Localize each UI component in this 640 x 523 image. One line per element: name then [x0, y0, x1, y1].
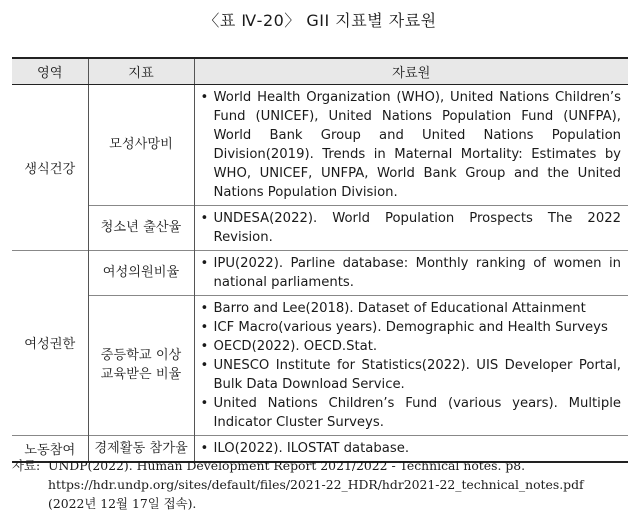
note-line: UNDP(2022). Human Development Report 2021/2022 - Technical notes. p8.: [48, 458, 526, 473]
indicator-cell: 여성의원비율: [88, 250, 194, 295]
source-item: • UNDESA(2022). World Population Prospects The 2022 Revision.: [200, 210, 621, 245]
source-item: • United Nations Children’s Fund (various years). Multiple Indicator Cluster Surveys.: [200, 395, 621, 430]
source-item: • IPU(2022). Parline database: Monthly ranking of women in national parliaments.: [200, 255, 621, 290]
note-url: https://hdr.undp.org/sites/default/files/2021-22_HDR/hdr2021-22_technical_notes.pdf: [48, 477, 584, 492]
table-row: [12, 250, 628, 295]
header-indicator: 지표: [88, 58, 194, 84]
bullet-icon: •: [200, 255, 209, 271]
table-row: [12, 84, 628, 205]
source-cell: [194, 205, 628, 250]
source-item: • ILO(2022). ILOSTAT database.: [200, 440, 410, 456]
bullet-icon: •: [200, 210, 209, 226]
table-title: 〈표 Ⅳ-20〉 GII 지표별 자료원: [203, 11, 437, 30]
gii-source-table: [12, 57, 628, 463]
source-cell: [194, 295, 628, 435]
bullet-icon: •: [200, 357, 209, 373]
bullet-icon: •: [200, 319, 209, 335]
indicator-cell: 경제활동 참가율: [88, 435, 194, 462]
source-cell: [194, 84, 628, 205]
note-line: (2022년 12월 17일 접속).: [48, 496, 197, 511]
bullet-icon: •: [200, 338, 209, 354]
bullet-icon: •: [200, 89, 209, 105]
header-area: 영역: [12, 58, 88, 84]
source-item: • OECD(2022). OECD.Stat.: [200, 338, 378, 354]
header-source: 자료원: [194, 58, 628, 84]
note-label: 자료:: [12, 458, 41, 473]
source-note: [12, 456, 628, 513]
source-item: • UNESCO Institute for Statistics(2022). UIS Developer Portal, Bulk Data Download Service.: [200, 357, 621, 392]
area-cell: 생식건강: [12, 84, 88, 250]
bullet-icon: •: [200, 440, 209, 456]
source-cell: [194, 250, 628, 295]
bullet-icon: •: [200, 395, 209, 411]
area-cell: 여성권한: [12, 250, 88, 435]
area-cell: 노동참여: [12, 435, 88, 462]
source-item: • World Health Organization (WHO), United Nations Children’s Fund (UNICEF), United Nations Population Fund (UNFPA), World Bank Group and United Nations Population Division(2019). Trends in Maternal Mortality: Estimates by WHO, UNICEF, UNFPA, World Bank Group and the United Nations Population Division.: [200, 89, 621, 200]
header-row: [12, 58, 628, 84]
indicator-cell: 중등학교 이상 교육받은 비율: [88, 295, 194, 435]
table-row: [12, 295, 628, 435]
source-item: • ICF Macro(various years). Demographic and Health Surveys: [200, 319, 608, 335]
table-row: [12, 205, 628, 250]
bullet-icon: •: [200, 300, 209, 316]
indicator-cell: 청소년 출산율: [88, 205, 194, 250]
source-item: • Barro and Lee(2018). Dataset of Educational Attainment: [200, 300, 586, 316]
indicator-cell: 모성사망비: [88, 84, 194, 205]
